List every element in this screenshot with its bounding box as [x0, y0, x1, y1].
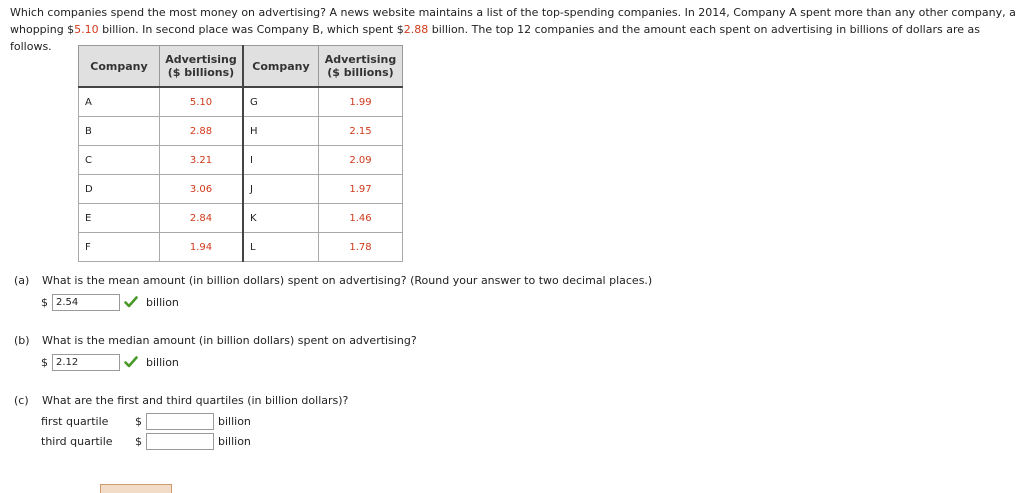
company-cell: E	[79, 204, 160, 233]
first-quartile-unit: billion	[218, 414, 251, 428]
header-advertising-line1: Advertising	[165, 53, 237, 66]
table-row	[79, 175, 403, 204]
median-answer-input[interactable]: 2.12	[52, 354, 120, 371]
checkmark-icon	[124, 355, 138, 369]
amount-cell: 5.10	[160, 87, 244, 117]
table-row	[79, 146, 403, 175]
amount-cell: 2.15	[319, 117, 403, 146]
amount-cell: 2.09	[319, 146, 403, 175]
company-b-amount: 2.88	[403, 23, 429, 36]
dollar-sign: $	[41, 355, 48, 369]
checkmark-icon	[124, 295, 138, 309]
dollar-sign: $	[135, 434, 142, 448]
first-quartile-input[interactable]	[146, 413, 214, 430]
intro-text-2: billion. In second place was Company B, which spent $	[98, 23, 404, 36]
answer-a-row	[41, 293, 179, 311]
amount-cell: 2.84	[160, 204, 244, 233]
table-row	[79, 233, 403, 262]
dollar-sign: $	[41, 295, 48, 309]
table-header-row	[79, 46, 403, 88]
header-advertising-1	[160, 46, 244, 88]
company-cell: G	[243, 87, 319, 117]
amount-cell: 1.94	[160, 233, 244, 262]
first-quartile-row	[41, 412, 251, 430]
header-advertising-line1: Advertising	[324, 53, 397, 66]
table-row	[79, 87, 403, 117]
advertising-table	[78, 45, 403, 262]
question-a-letter: (a)	[14, 274, 30, 287]
third-quartile-row	[41, 432, 251, 450]
question-b	[14, 334, 417, 347]
question-b-letter: (b)	[14, 334, 30, 347]
answer-b-row	[41, 353, 179, 371]
company-cell: J	[243, 175, 319, 204]
company-cell: D	[79, 175, 160, 204]
question-c-letter: (c)	[14, 394, 29, 407]
company-a-amount: 5.10	[74, 23, 99, 36]
question-a	[14, 274, 652, 287]
third-quartile-unit: billion	[218, 434, 251, 448]
company-cell: L	[243, 233, 319, 262]
company-cell: A	[79, 87, 160, 117]
dollar-sign: $	[135, 414, 142, 428]
header-advertising-line2: ($ billions)	[327, 66, 394, 79]
amount-cell: 1.78	[319, 233, 403, 262]
company-cell: B	[79, 117, 160, 146]
question-c	[14, 394, 348, 407]
median-unit: billion	[146, 355, 179, 369]
amount-cell: 3.06	[160, 175, 244, 204]
header-company-2: Company	[243, 46, 319, 88]
company-cell: C	[79, 146, 160, 175]
intro-text-1: Which companies spend the most money on advertising? A news website maintains a list of the top-spending companies. In 2014, Company A spent more than any other company, a whopping $	[10, 6, 1016, 36]
amount-cell: 1.99	[319, 87, 403, 117]
header-advertising-line2: ($ billions)	[167, 66, 235, 79]
amount-cell: 2.88	[160, 117, 244, 146]
first-quartile-label: first quartile	[41, 414, 109, 428]
company-cell: I	[243, 146, 319, 175]
question-c-text: What are the first and third quartiles (in billion dollars)?	[42, 394, 349, 407]
intro-text-3: billion. The top 12 companies and the amount each spent on advertising in billions of dollars are as follows.	[10, 23, 980, 53]
amount-cell: 1.46	[319, 204, 403, 233]
amount-cell: 1.97	[319, 175, 403, 204]
amount-cell: 3.21	[160, 146, 244, 175]
question-a-text: What is the mean amount (in billion dollars) spent on advertising? (Round your answer to two decimal places.)	[42, 274, 653, 287]
question-b-text: What is the median amount (in billion dollars) spent on advertising?	[42, 334, 417, 347]
header-advertising-2	[319, 46, 403, 88]
company-cell: H	[243, 117, 319, 146]
company-cell: K	[243, 204, 319, 233]
third-quartile-label: third quartile	[41, 434, 113, 448]
company-cell: F	[79, 233, 160, 262]
third-quartile-input[interactable]	[146, 433, 214, 450]
table-row	[79, 204, 403, 233]
mean-answer-input[interactable]: 2.54	[52, 294, 120, 311]
mean-unit: billion	[146, 295, 179, 309]
header-company-1: Company	[79, 46, 160, 88]
table-row	[79, 117, 403, 146]
